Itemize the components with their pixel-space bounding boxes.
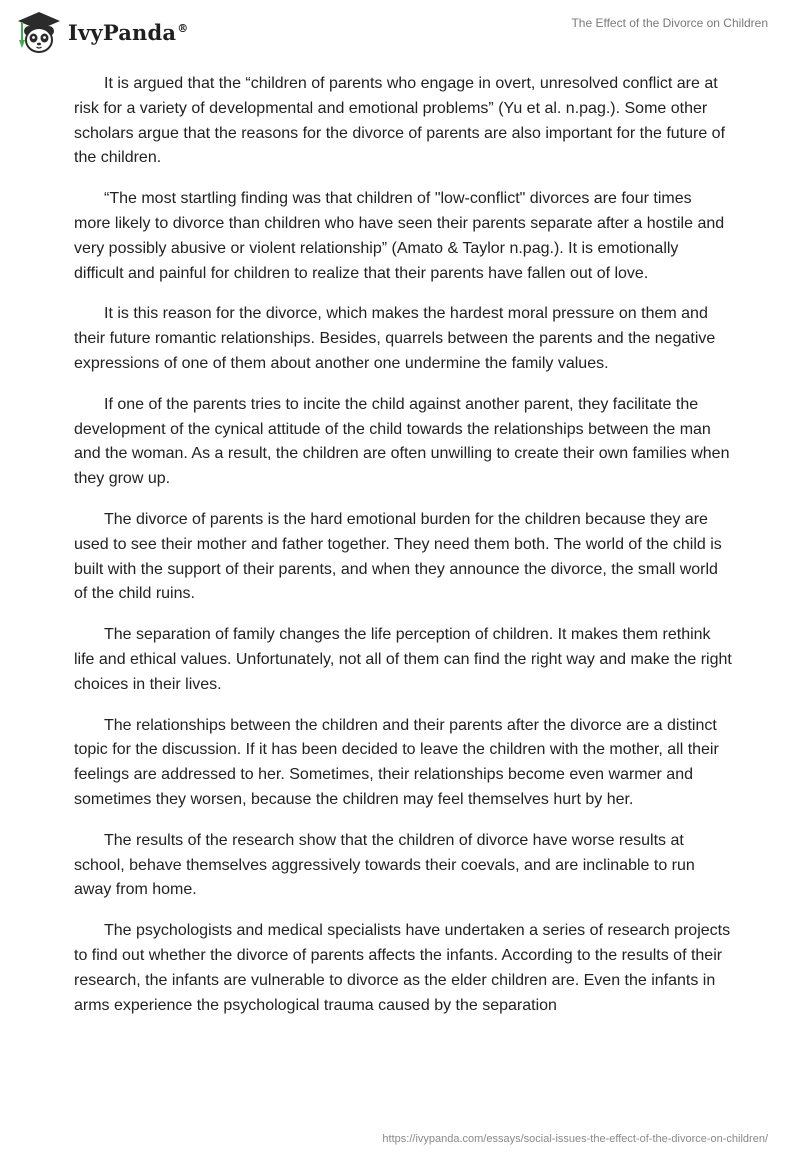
paragraph: The divorce of parents is the hard emotional burden for the children because they are used to see their mother and father together. They need them both. The world of the child is built with the support of their parents, and when they announce the divorce, the small world of the child ruins. — [74, 510, 722, 603]
brand-logo[interactable] — [16, 10, 188, 54]
registered-mark: ® — [177, 21, 189, 35]
panda-graduation-cap-icon — [16, 10, 62, 54]
paragraph: It is this reason for the divorce, which makes the hardest moral pressure on them and their future romantic relationships. Besides, quarrels between the parents and the negative expressions of one of them about another one undermine the family values. — [74, 305, 716, 372]
paragraph: The results of the research show that the children of divorce have worse results at school, behave themselves aggressively towards their coevals, and are inclinable to run away from home. — [74, 831, 695, 899]
paragraph: If one of the parents tries to incite the child against another parent, they facilitate the development of the cynical attitude of the child towards the relationships between the man and the woman. As a result, the children are often unwilling to create their own families when they grow up. — [74, 395, 730, 488]
brand-name: IvyPanda® — [68, 19, 189, 45]
document-title: The Effect of the Divorce on Children — [571, 16, 768, 30]
source-url[interactable]: https://ivypanda.com/essays/social-issues-the-effect-of-the-divorce-on-children/ — [382, 1133, 768, 1145]
paragraph: It is argued that the “children of parents who engage in overt, unresolved conflict are at risk for a variety of developmental and emotional problems” (Yu et al. n.pag.). Some other scholars argue that the reasons for the divorce of parents are also important for the future of the children. — [74, 75, 726, 167]
paragraph: The separation of family changes the life perception of children. It makes them rethink life and ethical values. Unfortunately, not all of them can find the right way and make the right choices in their lives. — [74, 626, 732, 693]
essay-body — [74, 72, 732, 1034]
paragraph: The psychologists and medical specialists have undertaken a series of research projects to find out whether the divorce of parents affects the infants. According to the results of their research, the infants are vulnerable to divorce as the elder children are. Even the infants in arms experience the psychological trauma caused by the separation — [74, 922, 731, 1014]
paragraph: The relationships between the children and their parents after the divorce are a distinct topic for the discussion. If it has been decided to leave the children with the mother, all their feelings are addressed to her. Sometimes, their relationships become even warmer and sometimes they worsen, because the children may feel themselves hurt by her. — [74, 716, 719, 808]
paragraph: “The most startling finding was that children of "low-conflict" divorces are four times more likely to divorce than children who have seen their parents separate after a hostile and very possibly abusive or violent relationship” (Amato & Taylor n.pag.). It is emotionally difficult and painful for children to realize that their parents have fallen out of love. — [74, 190, 725, 282]
